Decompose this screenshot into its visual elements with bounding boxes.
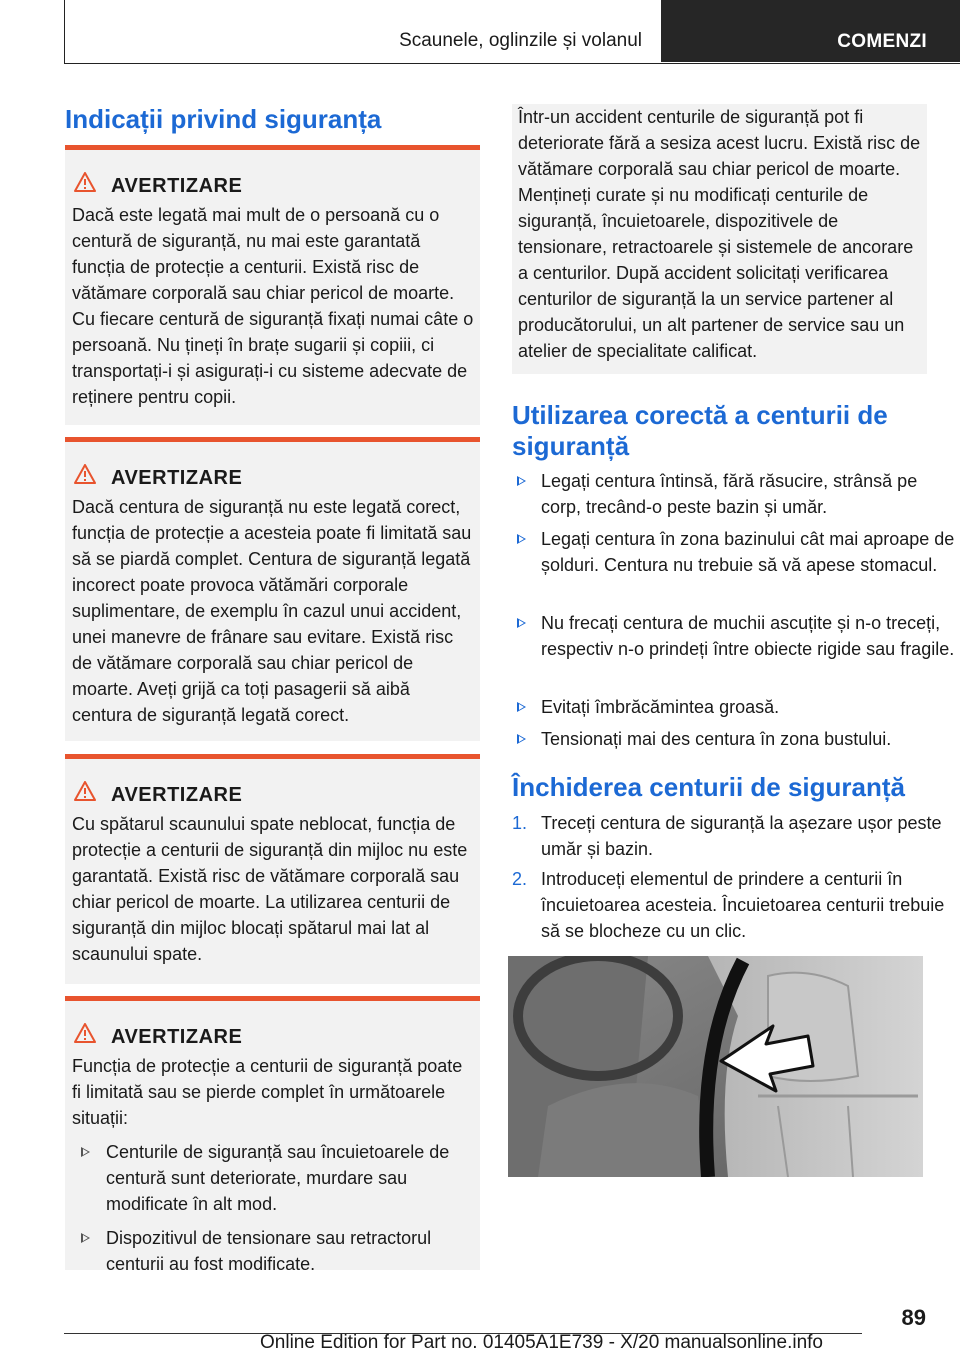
step-number: 1.	[512, 813, 528, 833]
chapter-tab	[661, 0, 960, 62]
warning-box-2	[65, 437, 480, 741]
page-number: 89	[901, 1305, 926, 1330]
step-item: 1. Treceți centura de siguranță la așezare ușor peste umăr și bazin.	[512, 810, 960, 862]
chapter-tab-label: COMENZI	[837, 31, 927, 52]
list-item: Nu frecați centura de muchii ascuțite și n-o treceți, respectiv n-o prindeți între obiecte rigide sau fragile.	[512, 610, 960, 662]
section-title-correct-use: Utilizarea corectă a centurii de siguranță	[512, 400, 888, 461]
continued-warning-box	[512, 104, 927, 374]
warning-triangle-icon	[74, 172, 96, 192]
list-item: Legați centura în zona bazinului cât mai aproape de șolduri. Centura nu trebuie să vă apese stomacul.	[512, 526, 960, 578]
warning-heading: AVERTIZARE	[111, 784, 243, 806]
warning-heading: AVERTIZARE	[111, 1026, 243, 1048]
bullet-arrow-icon	[517, 476, 526, 486]
warning-heading: AVERTIZARE	[111, 175, 243, 197]
left-title: Indicații privind siguranța	[65, 104, 382, 134]
warning-triangle-icon	[74, 781, 96, 801]
step-item: 2. Introduceți elementul de prindere a centurii în încuietoarea acesteia. Încuietoarea centurii trebuie să se blocheze cu un clic.	[512, 866, 960, 944]
warning-bullet-list	[72, 1139, 474, 1277]
seatbelt-photo	[508, 956, 923, 1177]
warning-text: Dacă este legată mai mult de o persoană cu o centură de siguranță, nu mai este garantată funcția de protecție a centurii. Există risc de vătămare corporală sau chiar pericol de moarte. Cu fiecare centură de siguranță fixați numai câte o persoană. Nu țineți în brațe sugarii și copiii, ci transportați-i și asigurați-i cu sisteme adecvate de reținere pentru copii.	[72, 205, 474, 407]
warning-text: Într-un accident centurile de siguranță pot fi deteriorate fără a sesiza acest lucru. Există risc de vătămare corporală sau chiar pericol de moarte. Mențineți curate și nu modificați centurile de siguranță, încuietoarele, dispozitivele de tensionare, retractoarele și sistemele de ancorare a centurilor. După accident solicitați verificarea centurilor de siguranță la un service partener al producătorului, un alt partener de service sau un atelier de specialitate calificat.	[518, 107, 921, 361]
bullet-arrow-icon	[81, 1233, 90, 1243]
section-title: Scaunele, oglinzile și volanul	[399, 30, 642, 51]
list-item: Legați centura întinsă, fără răsucire, strânsă pe corp, trecând-o peste bazin și umăr.	[512, 468, 960, 520]
list-item: Tensionați mai des centura în zona bustului.	[512, 726, 960, 752]
bullet-arrow-icon	[517, 618, 526, 628]
bullet-arrow-icon	[81, 1147, 90, 1157]
bullet-arrow-icon	[517, 702, 526, 712]
section-title-buckling: Închiderea centurii de siguranță	[512, 772, 905, 802]
footer-text: Online Edition for Part no. 01405A1E739 - X/20 manualsonline.info	[260, 1332, 823, 1353]
step-number: 2.	[512, 869, 528, 889]
warning-heading: AVERTIZARE	[111, 467, 243, 489]
warning-box-1	[65, 145, 480, 425]
warning-text: Funcția de protecție a centurii de siguranță poate fi limitată sau se pierde complet în următoarele situații:	[72, 1056, 463, 1128]
bullet-arrow-icon	[517, 734, 526, 744]
list-item: Evitați îmbrăcămintea groasă.	[512, 694, 960, 720]
warning-triangle-icon	[74, 1023, 96, 1043]
bullet-arrow-icon	[517, 534, 526, 544]
list-item: Dispozitivul de tensionare sau retractorul centurii au fost modificate.	[72, 1225, 474, 1277]
list-item: Centurile de siguranță sau încuietoarele de centură sunt deteriorate, murdare sau modificate în alt mod.	[72, 1139, 474, 1217]
warning-box-3	[65, 754, 480, 984]
warning-text: Dacă centura de siguranță nu este legată corect, funcția de protecție a acesteia poate fi limitată sau să se piardă complet. Centura de siguranță legată incorect poate provoca vătămări corporale suplimentare, de exemplu în cazul unui accident, unei manevre de frânare sau evitare. Există risc de vătămare corporală sau chiar pericol de moarte. Aveți grijă ca toți pasagerii să aibă centura de siguranță legată corect.	[72, 497, 472, 725]
warning-triangle-icon	[74, 464, 96, 484]
warning-text: Cu spătarul scaunului spate neblocat, funcția de protecție a centurii de siguranță din mijloc nu este garantată. Există risc de vătămare corporală sau chiar pericol de moarte. La utilizarea centurii de siguranță din mijloc blocați spătarul mai lat al scaunului spate.	[72, 814, 468, 964]
warning-box-4	[65, 996, 480, 1274]
